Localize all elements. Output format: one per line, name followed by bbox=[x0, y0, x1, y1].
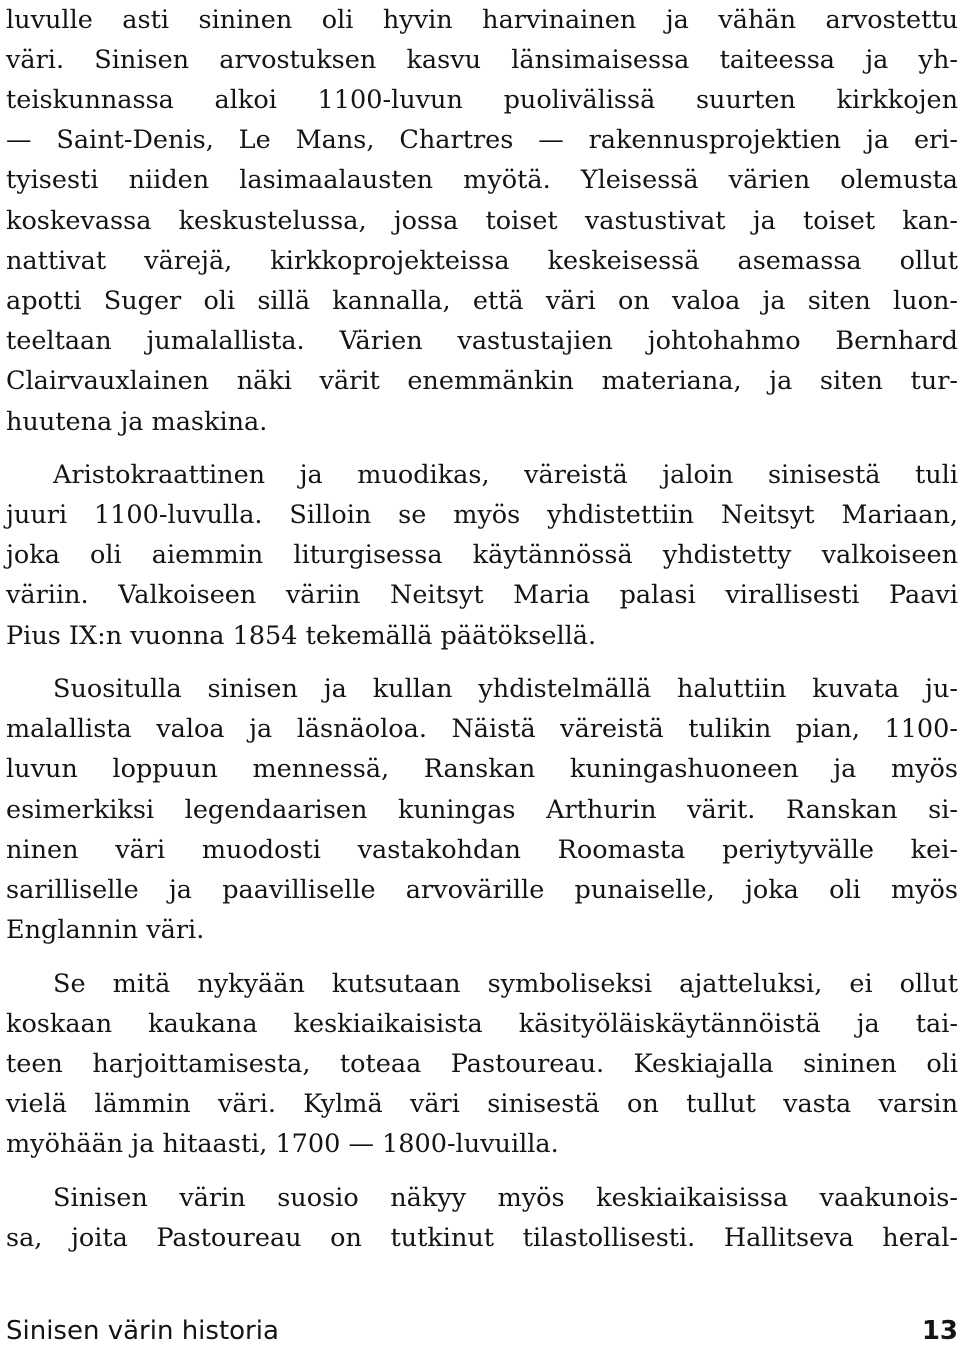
running-footer-title: Sinisen värin historia bbox=[6, 1316, 279, 1346]
text-line: Se mitä nykyään kutsutaan symboliseksi ajatteluksi, ei ollut bbox=[53, 969, 958, 999]
text-line: luvulle asti sininen oli hyvin harvinainen ja vähän arvostettu bbox=[6, 5, 958, 35]
text-line: sa, joita Pastoureau on tutkinut tilastollisesti. Hallitseva heral- bbox=[6, 1223, 958, 1253]
text-line: teiskunnassa alkoi 1100-luvun puolivälissä suurten kirkkojen bbox=[6, 85, 958, 115]
text-line: — Saint-Denis, Le Mans, Chartres — rakennusprojektien ja eri- bbox=[6, 125, 958, 155]
text-line: teeltaan jumalallista. Värien vastustajien johtohahmo Bernhard bbox=[6, 326, 958, 356]
text-line: Aristokraattinen ja muodikas, väreistä jaloin sinisestä tuli bbox=[53, 460, 958, 490]
text-line: väri. Sinisen arvostuksen kasvu länsimaisessa taiteessa ja yh- bbox=[6, 45, 958, 75]
text-line: apotti Suger oli sillä kannalla, että väri on valoa ja siten luon- bbox=[6, 286, 958, 316]
text-line: koskaan kaukana keskiaikaisista käsityöläiskäytännöistä ja tai- bbox=[6, 1009, 958, 1039]
text-line: joka oli aiemmin liturgisessa käytännössä yhdistetty valkoiseen bbox=[6, 540, 958, 570]
text-line: huutena ja maskina. bbox=[6, 407, 268, 437]
text-line: tyisesti niiden lasimaalausten myötä. Yleisessä värien olemusta bbox=[6, 165, 958, 195]
text-line: vielä lämmin väri. Kylmä väri sinisestä on tullut vasta varsin bbox=[6, 1089, 958, 1119]
text-line: Pius IX:n vuonna 1854 tekemällä päätöksellä. bbox=[6, 621, 597, 651]
text-line: ninen väri muodosti vastakohdan Roomasta periytyvälle kei- bbox=[6, 835, 958, 865]
text-line: juuri 1100-luvulla. Silloin se myös yhdistettiin Neitsyt Mariaan, bbox=[6, 500, 958, 530]
page-number: 13 bbox=[921, 1316, 958, 1346]
text-line: Clairvauxlainen näki värit enemmänkin materiana, ja siten tur- bbox=[6, 366, 958, 396]
text-line: väriin. Valkoiseen väriin Neitsyt Maria palasi virallisesti Paavi bbox=[6, 580, 958, 610]
text-line: sarilliselle ja paavilliselle arvovärille punaiselle, joka oli myös bbox=[6, 875, 958, 905]
text-line: malallista valoa ja läsnäoloa. Näistä väreistä tulikin pian, 1100- bbox=[6, 714, 958, 744]
text-line: myöhään ja hitaasti, 1700 — 1800-luvuilla. bbox=[6, 1129, 559, 1159]
text-line: Sinisen värin suosio näkyy myös keskiaikaisissa vaakunois- bbox=[53, 1183, 958, 1213]
text-line: nattivat värejä, kirkkoprojekteissa keskeisessä asemassa ollut bbox=[6, 246, 958, 276]
text-line: luvun loppuun mennessä, Ranskan kuningashuoneen ja myös bbox=[6, 754, 958, 784]
text-line: Englannin väri. bbox=[6, 915, 205, 945]
text-line: teen harjoittamisesta, toteaa Pastoureau. Keskiajalla sininen oli bbox=[6, 1049, 958, 1079]
text-line: koskevassa keskustelussa, jossa toiset vastustivat ja toiset kan- bbox=[6, 206, 958, 236]
text-line: Suositulla sinisen ja kullan yhdistelmällä haluttiin kuvata ju- bbox=[53, 674, 958, 704]
text-line: esimerkiksi legendaarisen kuningas Arthurin värit. Ranskan si- bbox=[6, 795, 958, 825]
